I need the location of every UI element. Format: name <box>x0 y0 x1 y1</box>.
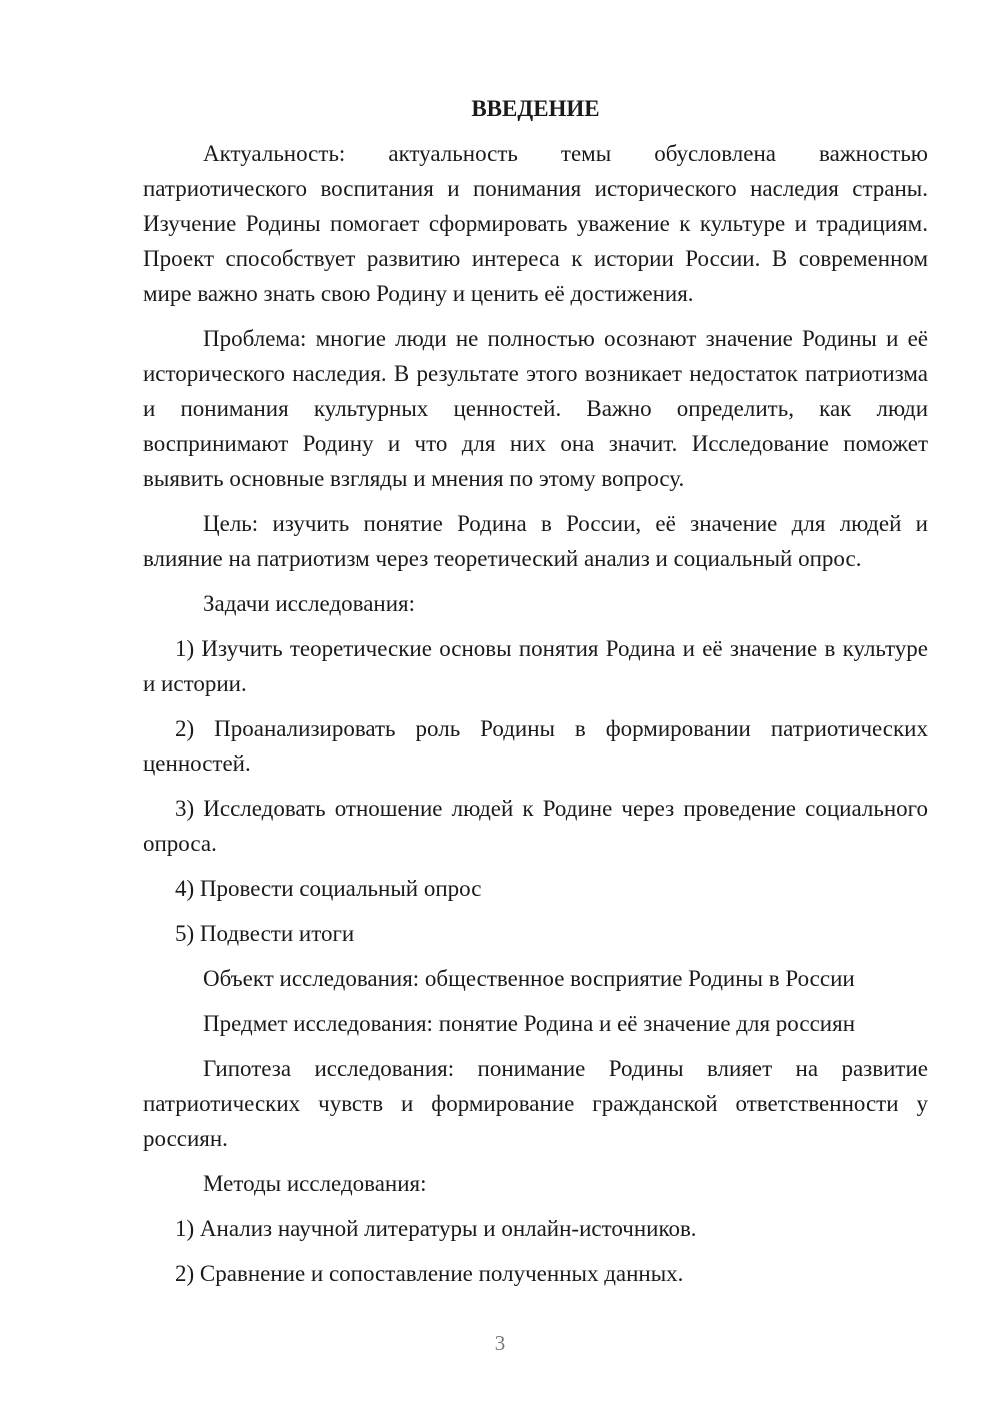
task-item: 2) Проанализировать роль Родины в формировании патриотических ценностей. <box>143 716 928 776</box>
task-item: 1) Изучить теоретические основы понятия Родина и её значение в культуре и истории. <box>143 636 928 696</box>
paragraph-problem: Проблема: многие люди не полностью осознают значение Родины и её исторического наследия. В результате этого возникает недостаток патриотизма и понимания культурных ценностей. Важно определить, как люди воспринимают Родину и что для них она значит. Исследование поможет выявить основные взгляды и мнения по этому вопросу. <box>143 326 928 491</box>
task-item: 3) Исследовать отношение людей к Родине через проведение социального опроса. <box>143 796 928 856</box>
method-item: 2) Сравнение и сопоставление полученных данных. <box>175 1261 684 1286</box>
task-item: 5) Подвести итоги <box>175 921 355 946</box>
methods-heading: Методы исследования: <box>203 1171 427 1196</box>
document-page <box>143 92 928 1291</box>
research-object: Объект исследования: общественное восприятие Родины в России <box>203 966 855 991</box>
page-number: 3 <box>494 1331 506 1355</box>
research-subject: Предмет исследования: понятие Родина и её значение для россиян <box>203 1011 855 1036</box>
section-title: ВВЕДЕНИЕ <box>471 96 600 121</box>
research-hypothesis: Гипотеза исследования: понимание Родины влияет на развитие патриотических чувств и формирование гражданской ответственности у россиян. <box>143 1056 928 1151</box>
paragraph-relevance: Актуальность: актуальность темы обусловлена важностью патриотического воспитания и понимания исторического наследия страны. Изучение Родины помогает сформировать уважение к культуре и традициям. Проект способствует развитию интереса к истории России. В современном мире важно знать свою Родину и ценить её достижения. <box>143 141 928 306</box>
task-item: 4) Провести социальный опрос <box>175 876 482 901</box>
paragraph-goal: Цель: изучить понятие Родина в России, её значение для людей и влияние на патриотизм через теоретический анализ и социальный опрос. <box>143 511 928 571</box>
tasks-heading: Задачи исследования: <box>203 591 416 616</box>
method-item: 1) Анализ научной литературы и онлайн-источников. <box>175 1216 697 1241</box>
